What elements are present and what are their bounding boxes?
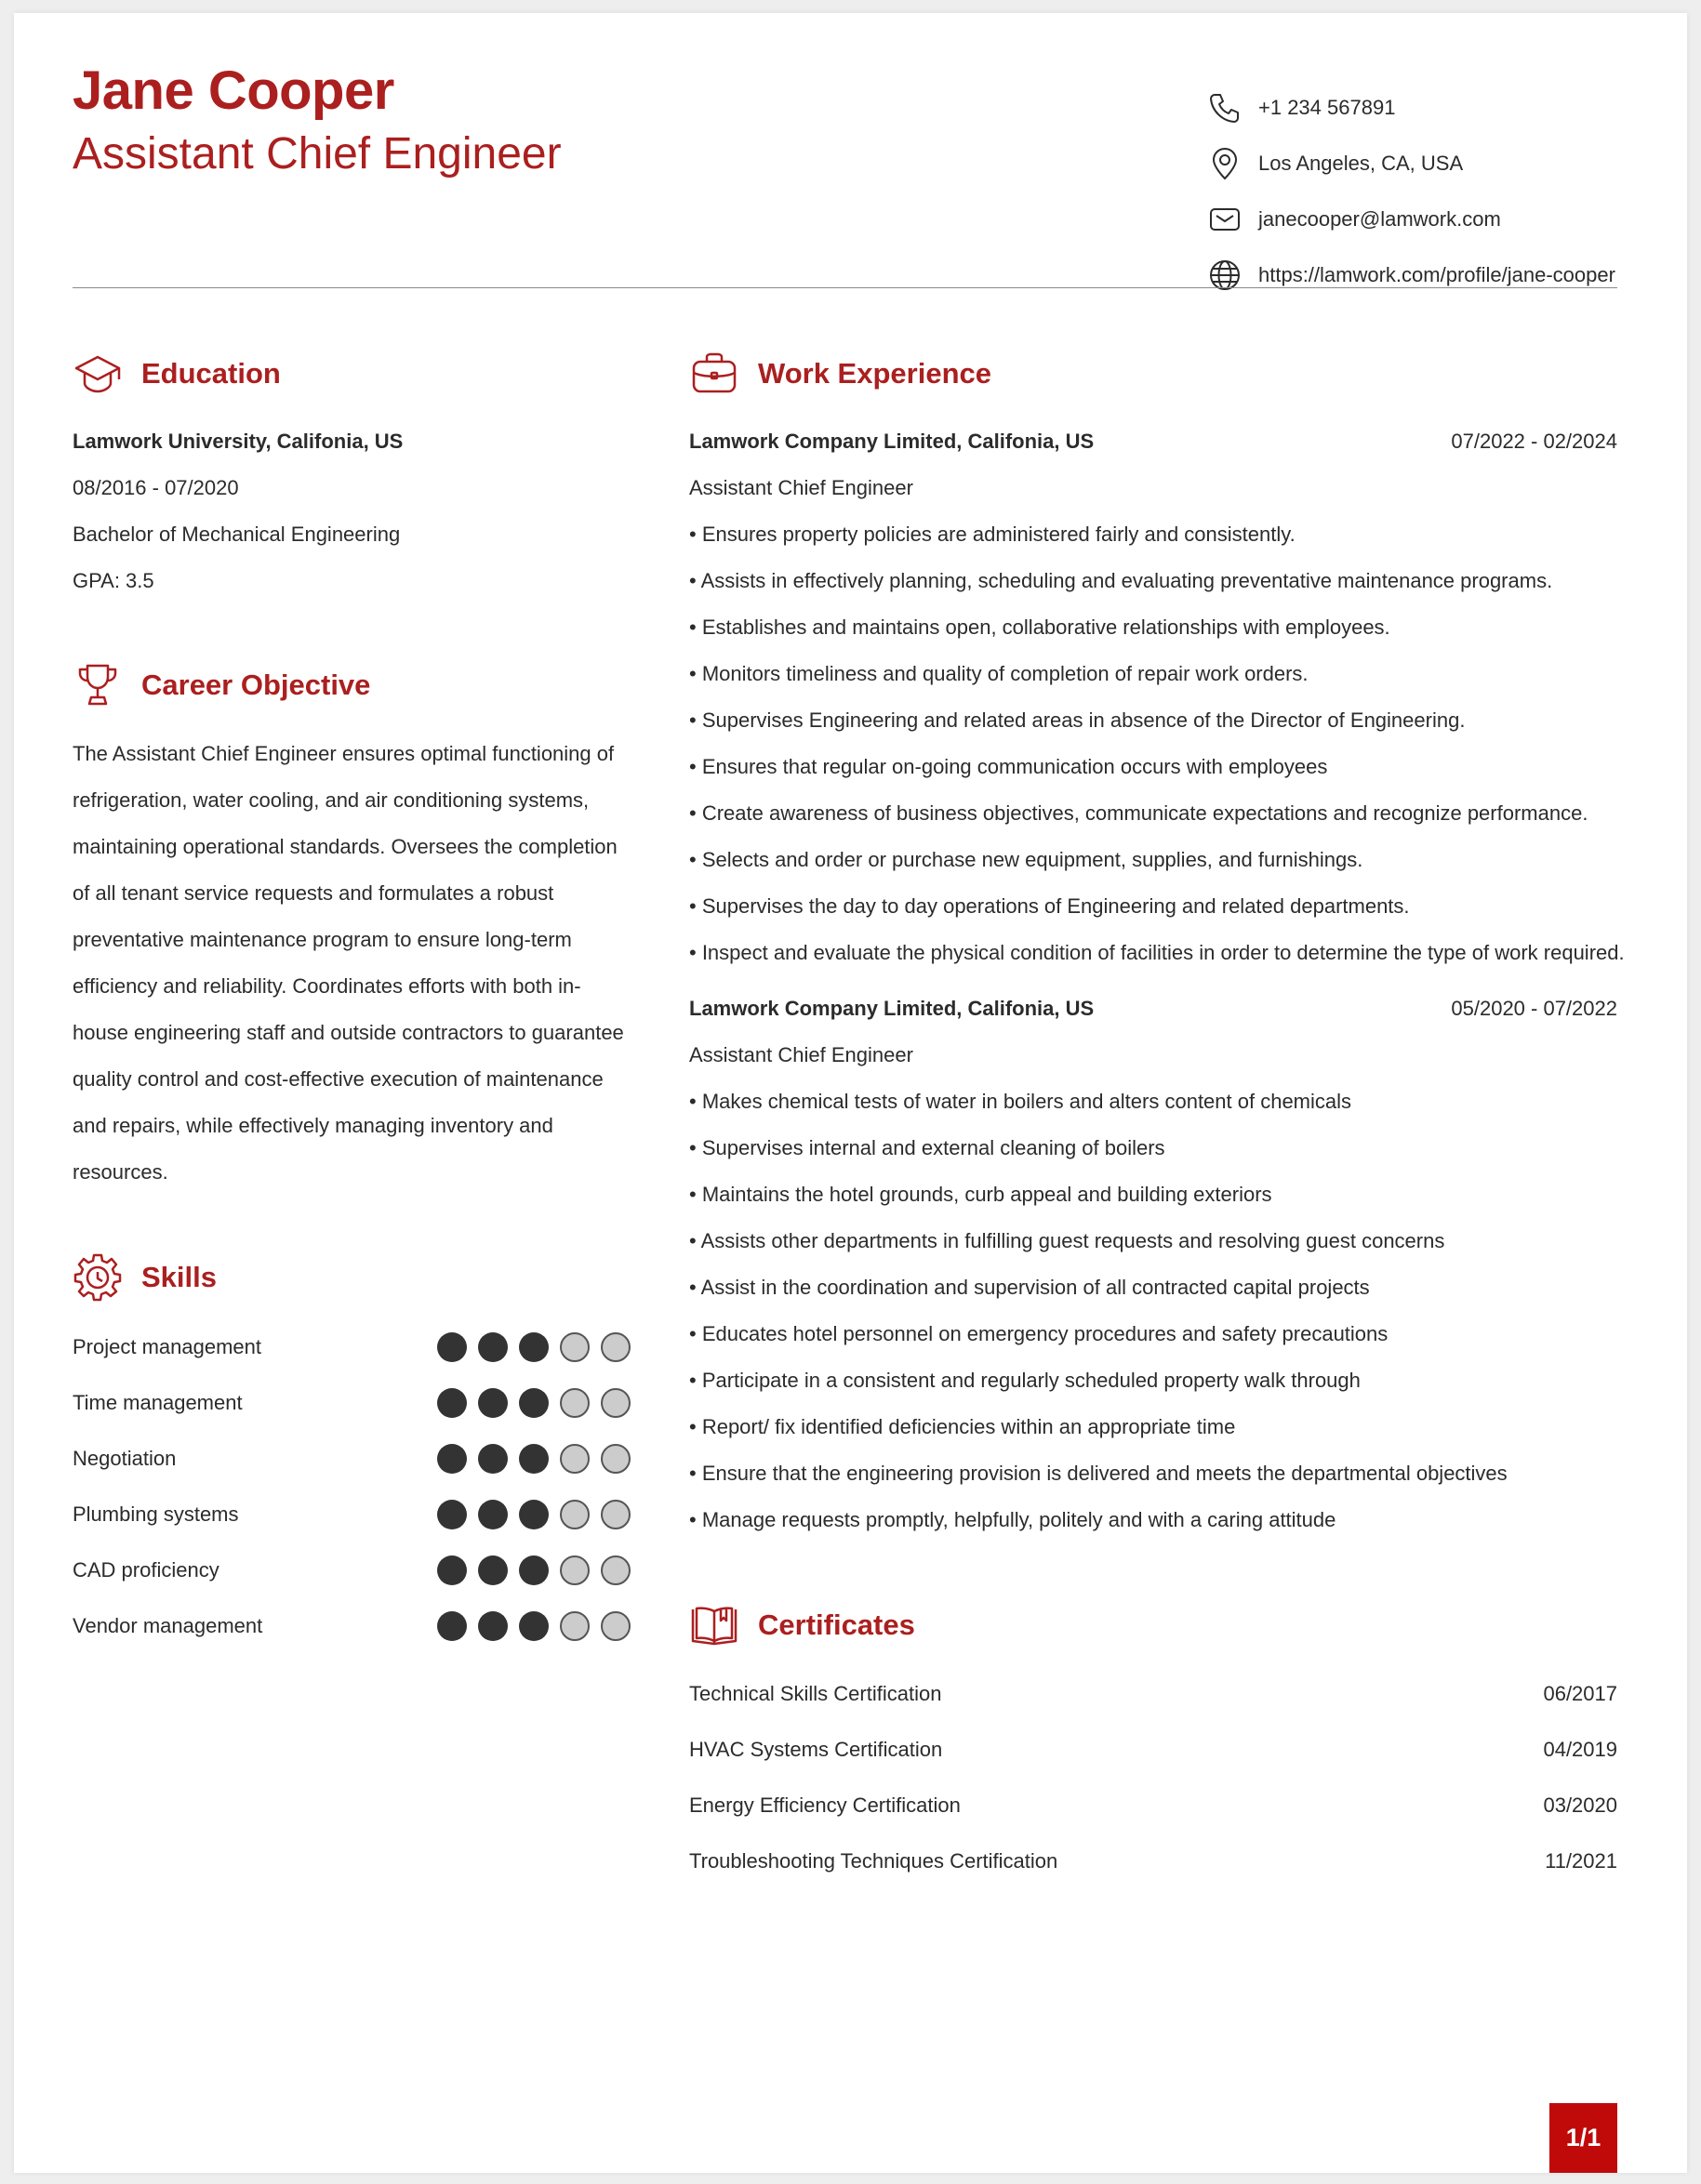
job-bullet: • Makes chemical tests of water in boilers and alters content of chemicals <box>689 1090 1352 1113</box>
job-bullet: • Assist in the coordination and supervision of all contracted capital projects <box>689 1276 1370 1299</box>
job-bullet: • Monitors timeliness and quality of completion of repair work orders. <box>689 662 1309 685</box>
skill-level <box>437 1555 631 1585</box>
job-bullet: • Selects and order or purchase new equipment, supplies, and furnishings. <box>689 848 1363 871</box>
skill-name: CAD proficiency <box>73 1558 219 1582</box>
job-bullet: • Ensures property policies are administered fairly and consistently. <box>689 523 1296 546</box>
skill-dot-filled <box>437 1388 467 1418</box>
skill-dot-filled <box>437 1611 467 1641</box>
certificate-name: HVAC Systems Certification <box>689 1738 943 1761</box>
skill-dot-filled <box>519 1500 549 1529</box>
skill-dot-empty <box>601 1444 631 1474</box>
skill-row <box>73 1329 631 1366</box>
header-divider <box>73 287 1617 288</box>
objective-text: The Assistant Chief Engineer ensures optimal functioning of refrigeration, water cooling, and air conditioning systems, maintaining operational standards. Oversees the completion of all tenant service requests and formulates a robust preventative maintenance program to ensure long-term efficiency and reliability. Coordinates efforts with both in-house engineering staff and outside contractors to guarantee quality control and cost-effective execution of maintenance and repairs, while effectively managing inventory and resources. <box>73 742 624 1184</box>
skill-dot-filled <box>437 1555 467 1585</box>
job-bullet: • Ensures that regular on-going communication occurs with employees <box>689 755 1328 778</box>
location-pin-icon <box>1206 145 1243 182</box>
skill-dot-empty <box>560 1388 590 1418</box>
job-dates: 07/2022 - 02/2024 <box>1451 430 1617 453</box>
job-bullet: • Ensure that the engineering provision is delivered and meets the departmental objectives <box>689 1462 1508 1485</box>
education-dates: 08/2016 - 07/2020 <box>73 476 239 499</box>
contact-website <box>1206 247 1615 303</box>
skill-row <box>73 1552 631 1589</box>
job-bullet: • Supervises Engineering and related areas in absence of the Director of Engineering. <box>689 708 1466 732</box>
page-indicator[interactable]: 1/1 <box>1549 2103 1617 2173</box>
certificate-date: 03/2020 <box>1543 1794 1617 1817</box>
skill-dot-empty <box>560 1611 590 1641</box>
skill-dot-filled <box>519 1388 549 1418</box>
contact-email <box>1206 192 1615 247</box>
skill-level <box>437 1500 631 1529</box>
skill-dot-filled <box>478 1332 508 1362</box>
contact-phone-text[interactable]: +1 234 567891 <box>1258 96 1396 119</box>
skill-level <box>437 1611 631 1641</box>
skill-name: Negotiation <box>73 1447 177 1470</box>
job-bullet: • Assists other departments in fulfilling guest requests and resolving guest concerns <box>689 1229 1445 1252</box>
certificate-date: 04/2019 <box>1543 1738 1617 1761</box>
graduation-cap-icon <box>73 349 123 399</box>
job-bullet: • Manage requests promptly, helpfully, politely and with a caring attitude <box>689 1508 1336 1531</box>
candidate-name: Jane Cooper <box>73 60 394 121</box>
skill-name: Project management <box>73 1335 261 1358</box>
skill-dot-empty <box>601 1500 631 1529</box>
job-bullet: • Supervises the day to day operations of Engineering and related departments. <box>689 894 1410 918</box>
skill-dot-filled <box>437 1500 467 1529</box>
skill-dot-filled <box>478 1388 508 1418</box>
certificate-row <box>689 1794 1617 1818</box>
certificate-name: Troubleshooting Techniques Certification <box>689 1849 1058 1873</box>
skill-dot-filled <box>478 1444 508 1474</box>
phone-icon <box>1206 89 1243 126</box>
skill-dot-filled <box>519 1444 549 1474</box>
skill-level <box>437 1388 631 1418</box>
certificate-row <box>689 1682 1617 1706</box>
job-company: Lamwork Company Limited, Califonia, US <box>689 997 1095 1020</box>
education-degree: Bachelor of Mechanical Engineering <box>73 523 401 546</box>
skill-row <box>73 1496 631 1533</box>
skill-dot-filled <box>519 1555 549 1585</box>
skill-name: Plumbing systems <box>73 1502 239 1526</box>
job-bullet: • Establishes and maintains open, collaborative relationships with employees. <box>689 615 1390 639</box>
contact-phone <box>1206 80 1615 136</box>
skill-row <box>73 1608 631 1645</box>
job-bullet: • Supervises internal and external cleaning of boilers <box>689 1136 1165 1159</box>
job-bullet: • Create awareness of business objectives, communicate expectations and recognize performance. <box>689 801 1588 825</box>
certificate-row <box>689 1849 1617 1873</box>
job-position: Assistant Chief Engineer <box>689 476 913 499</box>
job-header <box>689 997 1617 1021</box>
briefcase-icon <box>689 349 739 399</box>
certificate-date: 06/2017 <box>1543 1682 1617 1705</box>
skill-dot-empty <box>601 1388 631 1418</box>
skill-row <box>73 1440 631 1477</box>
skill-dot-filled <box>478 1500 508 1529</box>
job-bullet: • Participate in a consistent and regularly scheduled property walk through <box>689 1369 1361 1392</box>
skill-name: Vendor management <box>73 1614 263 1637</box>
job-bullet: • Inspect and evaluate the physical condition of facilities in order to determine the type of work required. <box>689 941 1625 964</box>
skill-dot-empty <box>601 1555 631 1585</box>
resume-page <box>14 13 1687 2173</box>
skill-dot-filled <box>437 1332 467 1362</box>
skill-dot-empty <box>560 1332 590 1362</box>
contact-location <box>1206 136 1615 192</box>
skill-dot-empty <box>601 1611 631 1641</box>
skill-dot-filled <box>478 1611 508 1641</box>
contact-list <box>1206 80 1615 303</box>
skill-dot-empty <box>560 1444 590 1474</box>
job-bullet: • Report/ fix identified deficiencies within an appropriate time <box>689 1415 1236 1438</box>
work-heading: Work Experience <box>689 349 991 399</box>
skill-dot-filled <box>519 1611 549 1641</box>
certificate-row <box>689 1738 1617 1762</box>
skill-dot-empty <box>601 1332 631 1362</box>
objective-heading: Career Objective <box>73 660 370 710</box>
education-heading: Education <box>73 349 281 399</box>
education-school: Lamwork University, Califonia, US <box>73 430 404 453</box>
job-bullet: • Maintains the hotel grounds, curb appeal and building exteriors <box>689 1183 1272 1206</box>
skill-dot-empty <box>560 1555 590 1585</box>
skill-level <box>437 1444 631 1474</box>
job-header <box>689 430 1617 454</box>
skill-name: Time management <box>73 1391 243 1414</box>
contact-website-text[interactable]: https://lamwork.com/profile/jane-cooper <box>1258 263 1615 286</box>
certificate-name: Energy Efficiency Certification <box>689 1794 961 1817</box>
skill-dot-filled <box>519 1332 549 1362</box>
skills-heading: Skills <box>73 1252 217 1303</box>
trophy-icon <box>73 660 123 710</box>
certificate-name: Technical Skills Certification <box>689 1682 942 1705</box>
job-company: Lamwork Company Limited, Califonia, US <box>689 430 1095 453</box>
gear-clock-icon <box>73 1252 123 1303</box>
globe-icon <box>1206 257 1243 294</box>
contact-email-text[interactable]: janecooper@lamwork.com <box>1258 207 1501 231</box>
skill-dot-filled <box>478 1555 508 1585</box>
skill-row <box>73 1384 631 1422</box>
education-gpa: GPA: 3.5 <box>73 569 154 592</box>
candidate-title: Assistant Chief Engineer <box>73 129 562 179</box>
mail-icon <box>1206 201 1243 238</box>
open-book-icon <box>689 1600 739 1650</box>
job-bullet: • Educates hotel personnel on emergency procedures and safety precautions <box>689 1322 1389 1345</box>
job-bullet: • Assists in effectively planning, scheduling and evaluating preventative maintenance programs. <box>689 569 1553 592</box>
job-dates: 05/2020 - 07/2022 <box>1451 997 1617 1020</box>
contact-location-text: Los Angeles, CA, USA <box>1258 152 1464 175</box>
certificate-date: 11/2021 <box>1545 1849 1617 1873</box>
skill-dot-empty <box>560 1500 590 1529</box>
job-position: Assistant Chief Engineer <box>689 1043 913 1066</box>
skill-dot-filled <box>437 1444 467 1474</box>
skill-level <box>437 1332 631 1362</box>
certificates-heading: Certificates <box>689 1600 915 1650</box>
